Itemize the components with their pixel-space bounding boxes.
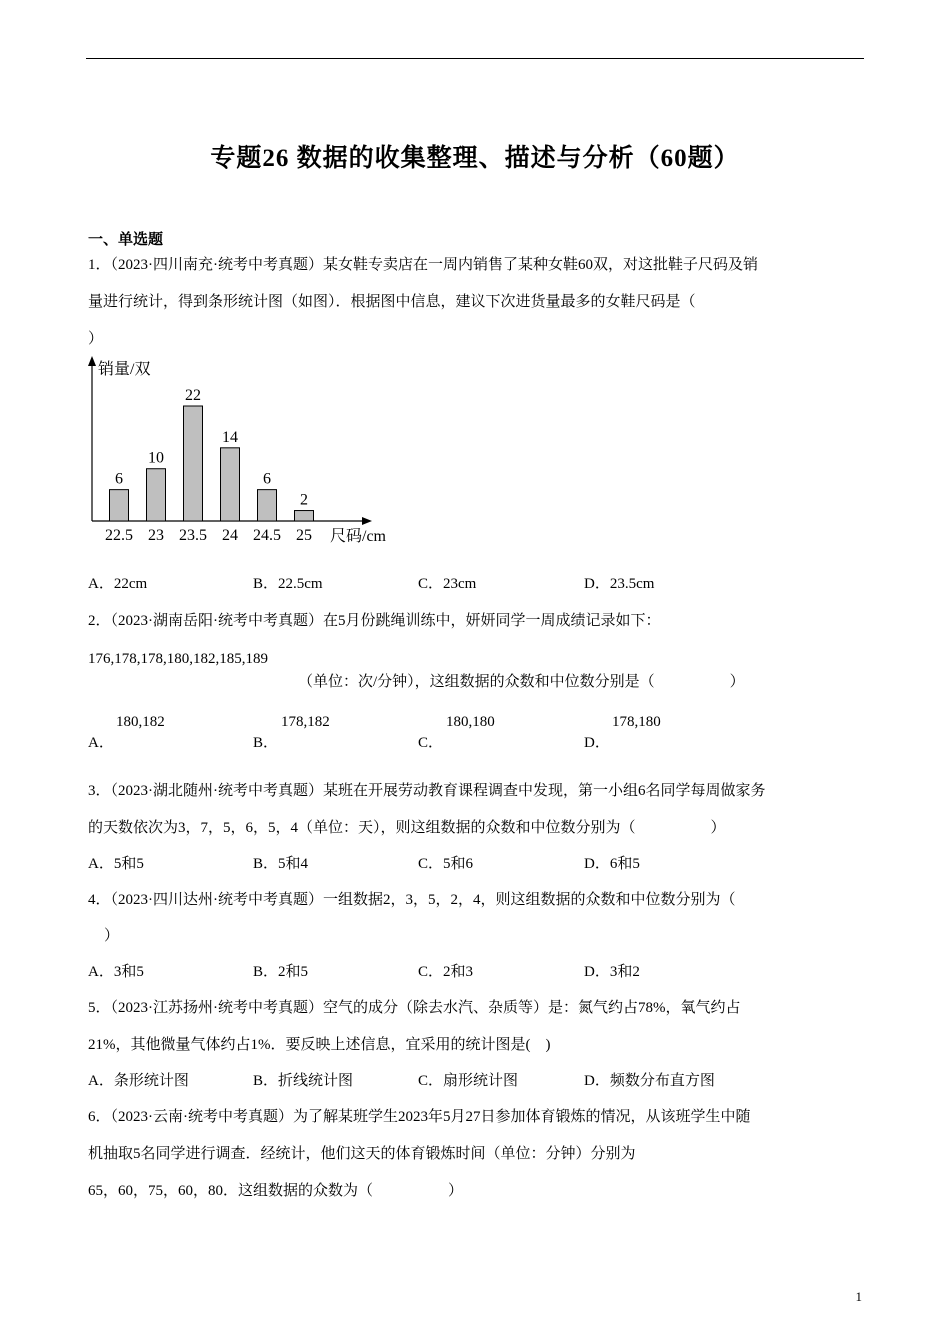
q2-option-b-value: 178,182 [281,714,330,730]
page-number: 1 [855,1289,862,1304]
q1-option-b[interactable]: B．22.5cm [253,576,323,592]
bar-25 [295,511,314,521]
q3-text-line-2: 的天数依次为3，7，5，6，5，4（单位：天），则这组数据的众数和中位数分别为（ ） [88,820,726,836]
bar-23 [147,469,166,521]
data-label-24: 14 [222,428,238,446]
q2-option-c[interactable]: C． [418,735,444,751]
q4-text-line-1: 4．（2023·四川达州·统考中考真题）一组数据2，3，5，2，4，则这组数据的众数和中位数分别为（ [88,892,736,908]
tick-label-23.5: 23.5 [179,527,207,544]
q2-option-b[interactable]: B． [253,735,279,751]
bar-24 [221,448,240,521]
q2-option-d[interactable]: D． [584,735,610,751]
q5-option-a[interactable]: A．条形统计图 [88,1073,189,1089]
data-label-22.5: 6 [115,470,123,488]
data-label-23: 10 [148,449,164,467]
q5-text-line-1: 5．（2023·江苏扬州·统考中考真题）空气的成分（除去水汽、杂质等）是：氮气约占78%，氧气约占 [88,1000,741,1016]
q3-option-b[interactable]: B．5和4 [253,856,309,872]
q3-text-line-1: 3．（2023·湖北随州·统考中考真题）某班在开展劳动教育课程调查中发现，第一小组6名同学每周做家务 [88,783,766,799]
bar-chart [84,352,414,552]
bar-24.5 [258,490,277,521]
q2-option-d-value: 178,180 [612,714,661,730]
q3-option-a[interactable]: A．5和5 [88,856,144,872]
q1-text-line-1: 1．（2023·四川南充·统考中考真题）某女鞋专卖店在一周内销售了某种女鞋60双，对这批鞋子尺码及销 [88,257,758,273]
q2-option-a-value: 180,182 [116,714,165,730]
tick-label-25: 25 [296,527,312,544]
x-axis-arrow [362,517,372,525]
x-axis-label: 尺码/cm [330,528,386,545]
y-axis-label: 销量/双 [98,361,151,378]
q2-option-a[interactable]: A． [88,735,114,751]
q3-option-d[interactable]: D．6和5 [584,856,640,872]
q1-option-a[interactable]: A．22cm [88,576,148,592]
q5-option-b[interactable]: B．折线统计图 [253,1073,354,1089]
q5-text-line-2: 21%，其他微量气体约占1%．要反映上述信息，宜采用的统计图是( ) [88,1037,551,1053]
q1-text-line-3: ） [88,331,104,347]
y-axis-arrow [88,356,96,366]
q2-option-c-value: 180,180 [446,714,495,730]
q2-data-values: 176,178,178,180,182,185,189 [88,651,268,667]
q6-text-line-2: 机抽取5名同学进行调查．经统计，他们这天的体育锻炼时间（单位：分钟）分别为 [88,1146,636,1162]
q4-text-line-2: ） [104,928,120,944]
q3-option-c[interactable]: C．5和6 [418,856,474,872]
q4-option-a[interactable]: A．3和5 [88,964,144,980]
tick-label-23: 23 [148,527,164,544]
bar-22.5 [110,490,129,521]
page-title: 专题26 数据的收集整理、描述与分析（60题） [210,145,740,172]
q5-option-c[interactable]: C．扇形统计图 [418,1073,519,1089]
section-heading: 一、单选题 [88,232,164,248]
q4-option-d[interactable]: D．3和2 [584,964,640,980]
q1-option-c[interactable]: C．23cm [418,576,477,592]
header-rule [86,58,864,59]
q6-text-line-3: 65，60，75，60，80．这组数据的众数为（ ） [88,1183,464,1199]
q2-text-line-1: 2．（2023·湖南岳阳·统考中考真题）在5月份跳绳训练中，妍妍同学一周成绩记录如下： [88,613,661,629]
q1-option-d[interactable]: D．23.5cm [584,576,655,592]
tick-label-24.5: 24.5 [253,527,281,544]
data-label-24.5: 6 [263,470,271,488]
q1-text-line-2: 量进行统计，得到条形统计图（如图）．根据图中信息，建议下次进货量最多的女鞋尺码是（ [88,294,696,310]
q5-option-d[interactable]: D．频数分布直方图 [584,1073,715,1089]
data-label-25: 2 [300,491,308,509]
tick-label-24: 24 [222,527,238,544]
bar-23.5 [184,406,203,521]
q4-option-b[interactable]: B．2和5 [253,964,309,980]
tick-label-22.5: 22.5 [105,527,133,544]
q6-text-line-1: 6．（2023·云南·统考中考真题）为了解某班学生2023年5月27日参加体育锻炼的情况，从该班学生中随 [88,1109,751,1125]
q4-option-c[interactable]: C．2和3 [418,964,474,980]
q2-text-line-2: （单位：次/分钟），这组数据的众数和中位数分别是（ ） [298,674,745,690]
data-label-23.5: 22 [185,387,201,404]
